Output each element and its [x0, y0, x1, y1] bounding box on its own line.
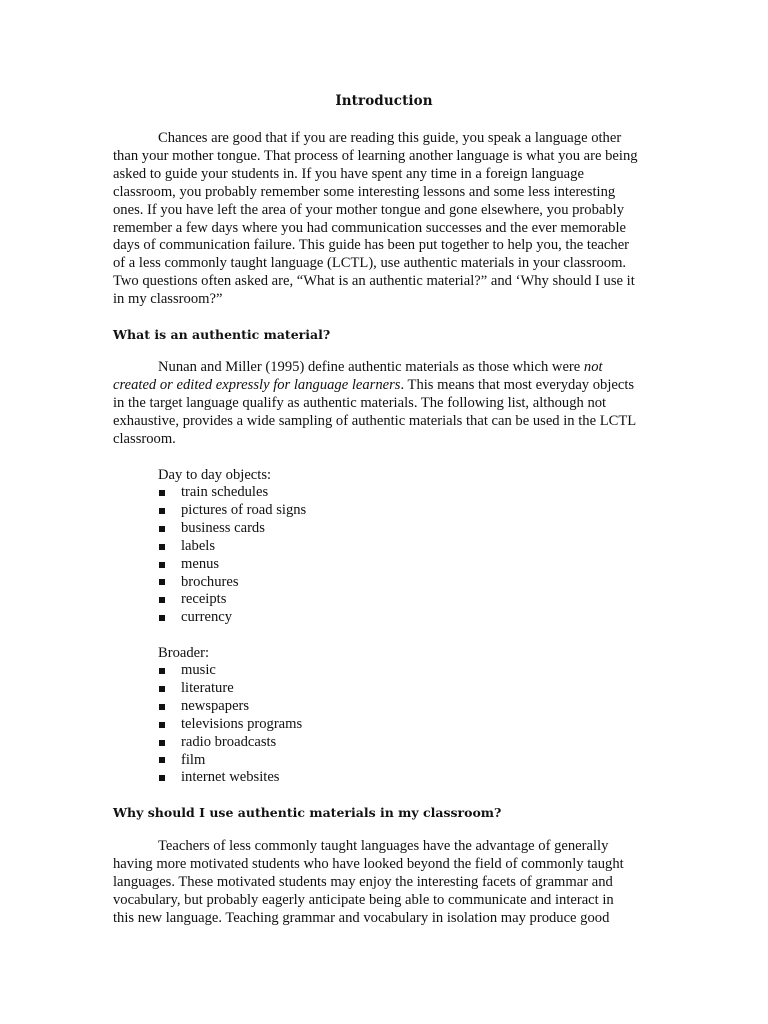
section-heading-authentic-material: What is an authentic material?: [113, 327, 331, 342]
list-item: [158, 591, 306, 609]
text-line: vocabulary, but probably eagerly anticipate being able to communicate and interact in: [113, 891, 614, 908]
text-line: in the target language qualify as authentic materials. The following list, although not: [113, 394, 607, 411]
list-item: [158, 574, 306, 592]
list-item-label: televisions programs: [181, 715, 303, 732]
bullet-icon: [159, 562, 165, 568]
list-item-label: menus: [181, 555, 220, 572]
bullet-icon: [159, 526, 165, 532]
list-item-label: film: [181, 751, 206, 768]
text-line: Two questions often asked are, “What is an authentic material?” and ‘Why should I use it: [113, 273, 635, 290]
broader-list: [158, 662, 302, 787]
list-item-label: currency: [181, 609, 233, 626]
text-line: this new language. Teaching grammar and vocabulary in isolation may produce good: [113, 909, 610, 926]
list-item-label: radio broadcasts: [181, 733, 277, 750]
list-item-label: pictures of road signs: [181, 501, 307, 518]
intro-paragraph: [113, 130, 658, 309]
list-item: [158, 484, 306, 502]
text-line: [113, 359, 658, 377]
list-item: [158, 698, 302, 716]
day-to-day-list: [158, 484, 306, 627]
list-item: [158, 662, 302, 680]
bullet-icon: [159, 775, 165, 781]
list-item-label: newspapers: [181, 697, 250, 714]
list-item: [158, 538, 306, 556]
list-item: [158, 502, 306, 520]
italic-run: created or edited expressly for language learners: [113, 376, 401, 393]
text-line: having more motivated students who have looked beyond the field of commonly taught: [113, 855, 624, 872]
text-line: asked to guide your students in. If you have spent any time in a foreign language: [113, 165, 584, 182]
bullet-icon: [159, 544, 165, 550]
bullet-icon: [159, 722, 165, 728]
bullet-icon: [159, 757, 165, 763]
bullet-icon: [159, 704, 165, 710]
page-title: Introduction: [335, 93, 433, 109]
text-line: in my classroom?”: [113, 291, 223, 308]
list-item-label: music: [181, 662, 216, 678]
list-item-label: train schedules: [181, 484, 269, 500]
list-item: [158, 680, 302, 698]
list-item-label: internet websites: [181, 769, 280, 786]
bullet-icon: [159, 508, 165, 514]
text-line: days of communication failure. This guide has been put together to help you, the teacher: [113, 237, 630, 254]
day-to-day-list-title: Day to day objects:: [158, 467, 272, 483]
text-line: than your mother tongue. That process of learning another language is what you are being: [113, 147, 638, 164]
list-item: [158, 556, 306, 574]
text-line: classroom.: [113, 430, 176, 447]
text-line: Chances are good that if you are reading this guide, you speak a language other: [158, 130, 622, 146]
section-heading-why-use: Why should I use authentic materials in my classroom?: [113, 805, 502, 820]
text-line: [113, 377, 658, 395]
text-line: languages. These motivated students may enjoy the interesting facets of grammar and: [113, 873, 613, 890]
bullet-icon: [159, 579, 165, 585]
bullet-icon: [159, 686, 165, 692]
list-item: [158, 734, 302, 752]
list-item: [158, 716, 302, 734]
broader-list-title: Broader:: [158, 645, 210, 661]
list-item: [158, 609, 306, 627]
list-item-label: labels: [181, 537, 216, 554]
text-line: exhaustive, provides a wide sampling of authentic materials that can be used in the LCTL: [113, 412, 637, 429]
text-line: Teachers of less commonly taught languages have the advantage of generally: [158, 838, 609, 854]
text-line: classroom, you probably remember some interesting lessons and some less interesting: [113, 183, 616, 200]
list-item-label: literature: [181, 679, 234, 696]
text-line: of a less commonly taught language (LCTL), use authentic materials in your classroom.: [113, 255, 627, 272]
bullet-icon: [159, 615, 165, 621]
why-paragraph: [113, 838, 658, 928]
list-item-label: receipts: [181, 591, 227, 608]
italic-run: not: [583, 359, 603, 375]
text-line: remember a few days where you had communication successes and the ever memorable: [113, 219, 627, 236]
bullet-icon: [159, 668, 165, 674]
bullet-icon: [159, 597, 165, 603]
list-item-label: brochures: [181, 573, 239, 590]
list-item: [158, 769, 302, 787]
text-run: . This means that most everyday objects: [400, 376, 635, 393]
list-item-label: business cards: [181, 519, 265, 536]
bullet-icon: [159, 490, 165, 496]
text-run: Nunan and Miller (1995) define authentic materials as those which were: [158, 359, 584, 375]
text-line: ones. If you have left the area of your mother tongue and gone elsewhere, you probably: [113, 201, 625, 218]
list-item: [158, 520, 306, 538]
definition-paragraph: [113, 359, 658, 449]
bullet-icon: [159, 740, 165, 746]
list-item: [158, 752, 302, 770]
